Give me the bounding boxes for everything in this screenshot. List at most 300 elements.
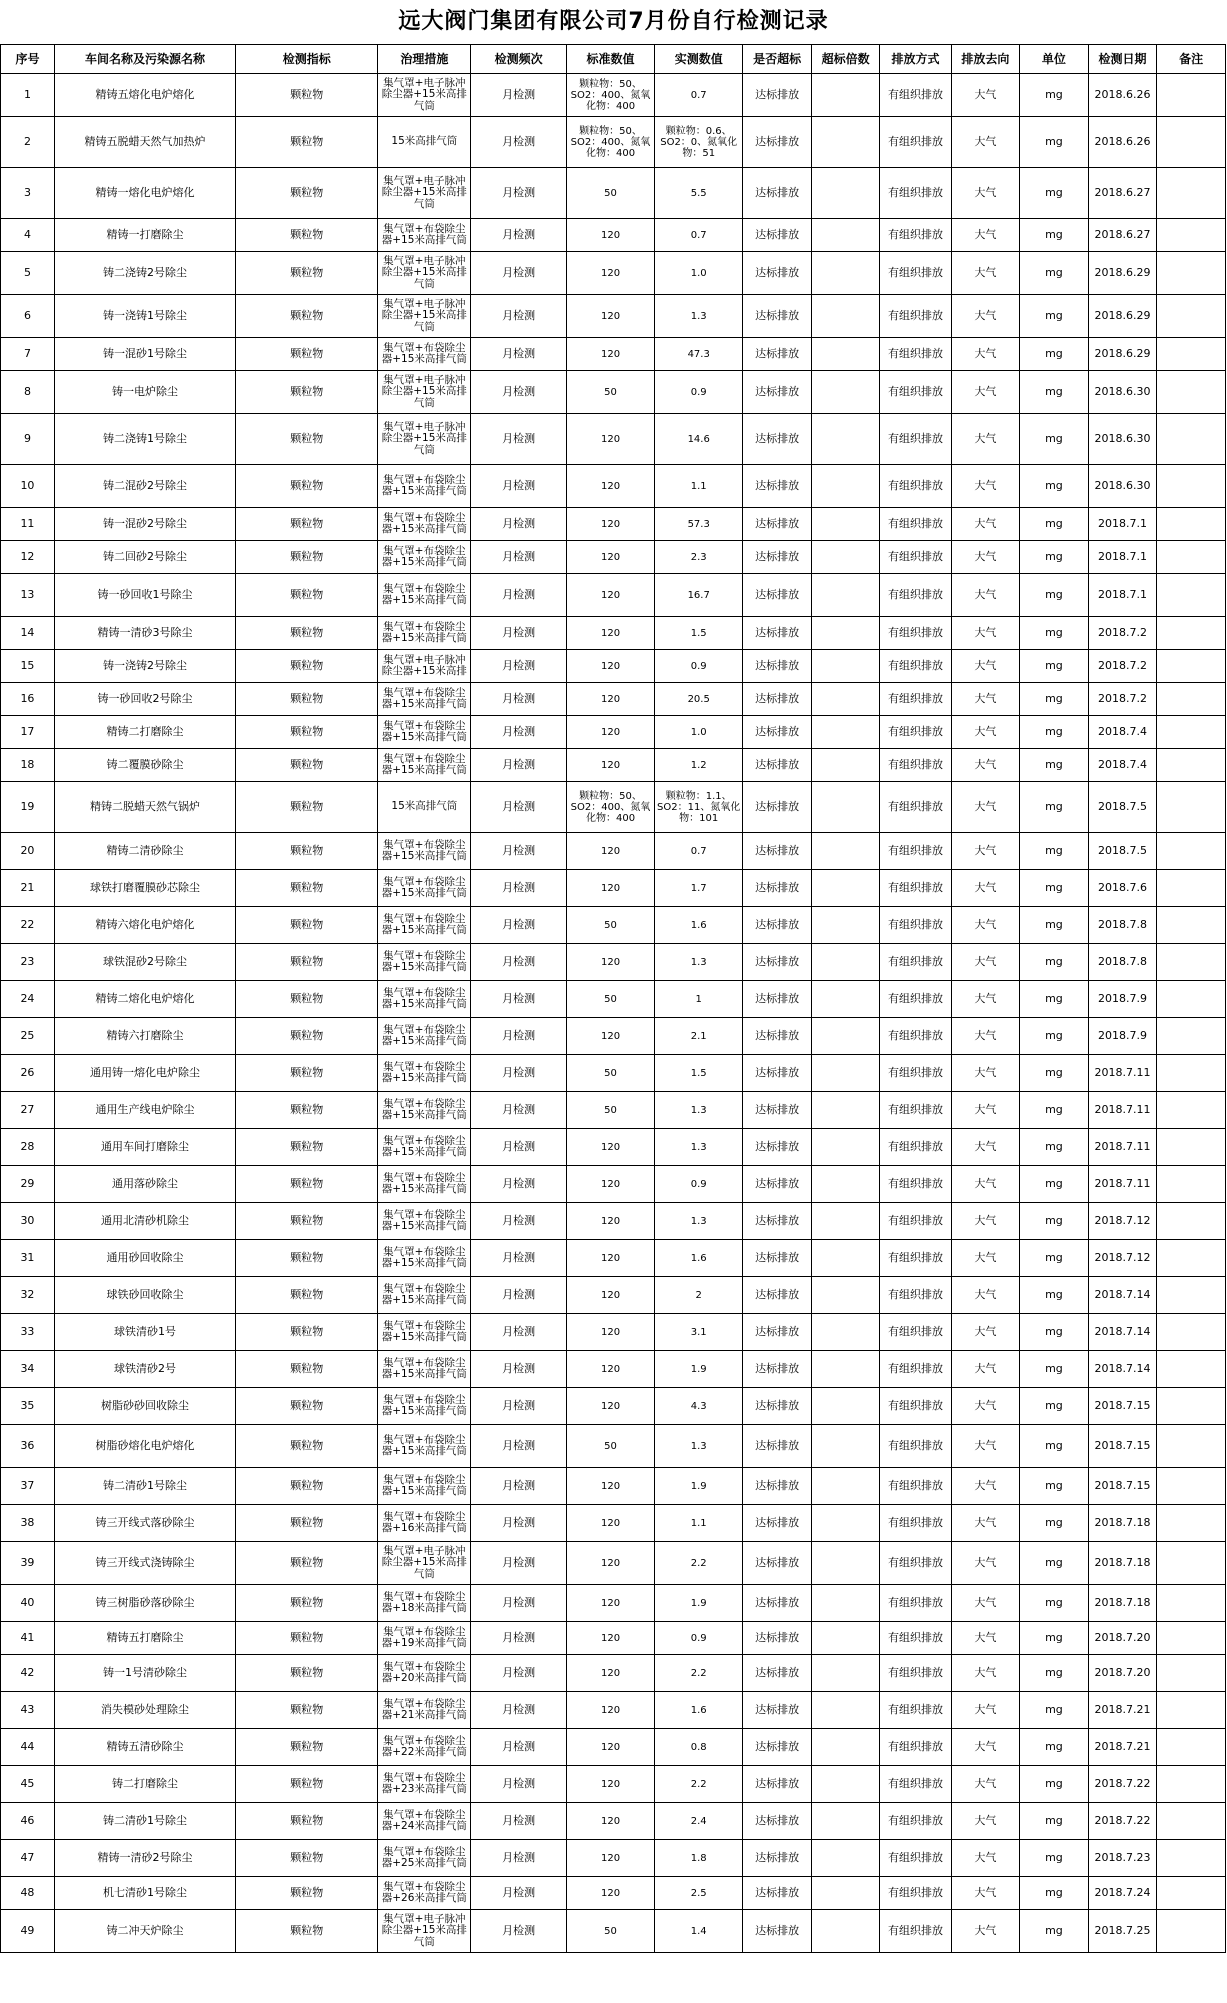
- unit-cell: mg: [1020, 1240, 1089, 1277]
- actual-value-cell: 2.1: [655, 1018, 743, 1055]
- remark-cell: [1157, 1692, 1226, 1729]
- source-name-cell: 球铁清砂1号: [54, 1314, 235, 1351]
- treatment-measure-cell: 集气罩+布袋除尘器+15米高排气筒: [378, 981, 471, 1018]
- exceed-times-cell: [811, 683, 880, 716]
- treatment-measure-cell: 集气罩+布袋除尘器+15米高排气筒: [378, 1468, 471, 1505]
- remark-cell: [1157, 833, 1226, 870]
- standard-value-cell: 120: [566, 617, 654, 650]
- inspection-date-cell: 2018.6.27: [1088, 168, 1157, 219]
- exceed-times-cell: [811, 252, 880, 295]
- frequency-cell: 月检测: [471, 74, 567, 117]
- indicator-cell: 颗粒物: [236, 683, 378, 716]
- treatment-measure-cell: 集气罩+布袋除尘器+15米高排气筒: [378, 716, 471, 749]
- inspection-date-cell: 2018.7.14: [1088, 1314, 1157, 1351]
- source-name-cell: 精铸五清砂除尘: [54, 1729, 235, 1766]
- actual-value-cell: 0.9: [655, 1166, 743, 1203]
- actual-value-cell: 2.2: [655, 1542, 743, 1585]
- exceed-status-cell: 达标排放: [743, 1692, 812, 1729]
- inspection-date-cell: 2018.6.26: [1088, 74, 1157, 117]
- frequency-cell: 月检测: [471, 371, 567, 414]
- unit-cell: mg: [1020, 1092, 1089, 1129]
- treatment-measure-cell: 集气罩+布袋除尘器+18米高排气筒: [378, 1585, 471, 1622]
- table-row: [1, 295, 1226, 338]
- emission-mode-cell: 有组织排放: [880, 338, 951, 371]
- exceed-times-cell: [811, 1351, 880, 1388]
- inspection-date-cell: 2018.7.18: [1088, 1585, 1157, 1622]
- frequency-cell: 月检测: [471, 1277, 567, 1314]
- exceed-status-cell: 达标排放: [743, 1877, 812, 1910]
- table-row: [1, 749, 1226, 782]
- emission-destination-cell: 大气: [951, 782, 1020, 833]
- treatment-measure-cell: 集气罩+布袋除尘器+15米高排气筒: [378, 1092, 471, 1129]
- remark-cell: [1157, 74, 1226, 117]
- exceed-times-cell: [811, 1542, 880, 1585]
- indicator-cell: 颗粒物: [236, 1166, 378, 1203]
- table-row: [1, 371, 1226, 414]
- treatment-measure-cell: 集气罩+布袋除尘器+15米高排气筒: [378, 465, 471, 508]
- exceed-status-cell: 达标排放: [743, 1840, 812, 1877]
- treatment-measure-cell: 集气罩+布袋除尘器+15米高排气筒: [378, 219, 471, 252]
- standard-value-cell: 120: [566, 1803, 654, 1840]
- emission-destination-cell: 大气: [951, 1840, 1020, 1877]
- remark-cell: [1157, 650, 1226, 683]
- exceed-status-cell: 达标排放: [743, 465, 812, 508]
- table-row: [1, 1351, 1226, 1388]
- row-number-cell: 39: [1, 1542, 55, 1585]
- emission-destination-cell: 大气: [951, 371, 1020, 414]
- treatment-measure-cell: 集气罩+布袋除尘器+15米高排气筒: [378, 1277, 471, 1314]
- emission-mode-cell: 有组织排放: [880, 1092, 951, 1129]
- exceed-times-cell: [811, 1314, 880, 1351]
- indicator-cell: 颗粒物: [236, 749, 378, 782]
- exceed-status-cell: 达标排放: [743, 1092, 812, 1129]
- exceed-status-cell: 达标排放: [743, 870, 812, 907]
- exceed-status-cell: 达标排放: [743, 907, 812, 944]
- source-name-cell: 精铸一熔化电炉熔化: [54, 168, 235, 219]
- exceed-times-cell: [811, 1910, 880, 1953]
- inspection-date-cell: 2018.7.22: [1088, 1803, 1157, 1840]
- remark-cell: [1157, 1910, 1226, 1953]
- exceed-times-cell: [811, 1803, 880, 1840]
- row-number-cell: 15: [1, 650, 55, 683]
- standard-value-cell: 120: [566, 1277, 654, 1314]
- table-row: [1, 168, 1226, 219]
- treatment-measure-cell: 集气罩+电子脉冲除尘器+15米高排气筒: [378, 295, 471, 338]
- actual-value-cell: 1.3: [655, 1203, 743, 1240]
- inspection-date-cell: 2018.7.9: [1088, 1018, 1157, 1055]
- exceed-times-cell: [811, 1585, 880, 1622]
- column-header-source: 车间名称及污染源名称: [54, 45, 235, 74]
- remark-cell: [1157, 338, 1226, 371]
- standard-value-cell: 120: [566, 1840, 654, 1877]
- exceed-times-cell: [811, 1166, 880, 1203]
- row-number-cell: 11: [1, 508, 55, 541]
- table-row: [1, 541, 1226, 574]
- standard-value-cell: 120: [566, 716, 654, 749]
- exceed-status-cell: 达标排放: [743, 1910, 812, 1953]
- remark-cell: [1157, 1314, 1226, 1351]
- emission-mode-cell: 有组织排放: [880, 465, 951, 508]
- row-number-cell: 10: [1, 465, 55, 508]
- treatment-measure-cell: 集气罩+布袋除尘器+20米高排气筒: [378, 1655, 471, 1692]
- indicator-cell: 颗粒物: [236, 465, 378, 508]
- table-row: [1, 1092, 1226, 1129]
- inspection-date-cell: 2018.7.2: [1088, 683, 1157, 716]
- source-name-cell: 精铸二打磨除尘: [54, 716, 235, 749]
- standard-value-cell: 50: [566, 168, 654, 219]
- indicator-cell: 颗粒物: [236, 1351, 378, 1388]
- inspection-date-cell: 2018.7.15: [1088, 1388, 1157, 1425]
- exceed-status-cell: 达标排放: [743, 295, 812, 338]
- actual-value-cell: 0.9: [655, 1622, 743, 1655]
- standard-value-cell: 120: [566, 1388, 654, 1425]
- exceed-status-cell: 达标排放: [743, 1240, 812, 1277]
- emission-destination-cell: 大气: [951, 1203, 1020, 1240]
- remark-cell: [1157, 574, 1226, 617]
- unit-cell: mg: [1020, 1351, 1089, 1388]
- frequency-cell: 月检测: [471, 1692, 567, 1729]
- actual-value-cell: 0.9: [655, 371, 743, 414]
- row-number-cell: 46: [1, 1803, 55, 1840]
- standard-value-cell: 120: [566, 870, 654, 907]
- emission-destination-cell: 大气: [951, 907, 1020, 944]
- emission-mode-cell: 有组织排放: [880, 1622, 951, 1655]
- source-name-cell: 精铸六熔化电炉熔化: [54, 907, 235, 944]
- table-row: [1, 1766, 1226, 1803]
- row-number-cell: 13: [1, 574, 55, 617]
- standard-value-cell: 120: [566, 1166, 654, 1203]
- inspection-date-cell: 2018.7.11: [1088, 1055, 1157, 1092]
- remark-cell: [1157, 508, 1226, 541]
- emission-mode-cell: 有组织排放: [880, 870, 951, 907]
- emission-mode-cell: 有组织排放: [880, 252, 951, 295]
- source-name-cell: 铸一浇铸2号除尘: [54, 650, 235, 683]
- table-row: [1, 574, 1226, 617]
- exceed-status-cell: 达标排放: [743, 371, 812, 414]
- standard-value-cell: 120: [566, 1766, 654, 1803]
- source-name-cell: 通用北清砂机除尘: [54, 1203, 235, 1240]
- source-name-cell: 通用铸一熔化电炉除尘: [54, 1055, 235, 1092]
- actual-value-cell: 1.6: [655, 907, 743, 944]
- source-name-cell: 铸一浇铸1号除尘: [54, 295, 235, 338]
- emission-destination-cell: 大气: [951, 749, 1020, 782]
- unit-cell: mg: [1020, 683, 1089, 716]
- table-row: [1, 117, 1226, 168]
- exceed-times-cell: [811, 1129, 880, 1166]
- emission-mode-cell: 有组织排放: [880, 1655, 951, 1692]
- frequency-cell: 月检测: [471, 683, 567, 716]
- indicator-cell: 颗粒物: [236, 1425, 378, 1468]
- indicator-cell: 颗粒物: [236, 944, 378, 981]
- table-row: [1, 1314, 1226, 1351]
- standard-value-cell: 120: [566, 1542, 654, 1585]
- source-name-cell: 铸一1号清砂除尘: [54, 1655, 235, 1692]
- actual-value-cell: 1.5: [655, 1055, 743, 1092]
- emission-destination-cell: 大气: [951, 1585, 1020, 1622]
- table-row: [1, 1803, 1226, 1840]
- inspection-table: [0, 44, 1226, 1953]
- unit-cell: mg: [1020, 1055, 1089, 1092]
- indicator-cell: 颗粒物: [236, 1240, 378, 1277]
- exceed-times-cell: [811, 541, 880, 574]
- row-number-cell: 21: [1, 870, 55, 907]
- frequency-cell: 月检测: [471, 1129, 567, 1166]
- actual-value-cell: 1.8: [655, 1840, 743, 1877]
- row-number-cell: 29: [1, 1166, 55, 1203]
- remark-cell: [1157, 683, 1226, 716]
- standard-value-cell: 120: [566, 465, 654, 508]
- emission-mode-cell: 有组织排放: [880, 219, 951, 252]
- row-number-cell: 45: [1, 1766, 55, 1803]
- remark-cell: [1157, 1585, 1226, 1622]
- emission-mode-cell: 有组织排放: [880, 508, 951, 541]
- frequency-cell: 月检测: [471, 1910, 567, 1953]
- indicator-cell: 颗粒物: [236, 617, 378, 650]
- standard-value-cell: 120: [566, 749, 654, 782]
- indicator-cell: 颗粒物: [236, 508, 378, 541]
- inspection-date-cell: 2018.6.27: [1088, 219, 1157, 252]
- exceed-status-cell: 达标排放: [743, 1129, 812, 1166]
- treatment-measure-cell: 集气罩+布袋除尘器+15米高排气筒: [378, 1203, 471, 1240]
- source-name-cell: 球铁打磨覆膜砂芯除尘: [54, 870, 235, 907]
- indicator-cell: 颗粒物: [236, 1129, 378, 1166]
- unit-cell: mg: [1020, 1622, 1089, 1655]
- source-name-cell: 精铸二熔化电炉熔化: [54, 981, 235, 1018]
- unit-cell: mg: [1020, 870, 1089, 907]
- indicator-cell: 颗粒物: [236, 1055, 378, 1092]
- treatment-measure-cell: 集气罩+布袋除尘器+15米高排气筒: [378, 574, 471, 617]
- source-name-cell: 铸一混砂1号除尘: [54, 338, 235, 371]
- treatment-measure-cell: 集气罩+布袋除尘器+15米高排气筒: [378, 683, 471, 716]
- unit-cell: mg: [1020, 219, 1089, 252]
- treatment-measure-cell: 集气罩+布袋除尘器+15米高排气筒: [378, 1240, 471, 1277]
- standard-value-cell: 120: [566, 1203, 654, 1240]
- frequency-cell: 月检测: [471, 617, 567, 650]
- row-number-cell: 5: [1, 252, 55, 295]
- inspection-date-cell: 2018.7.20: [1088, 1655, 1157, 1692]
- standard-value-cell: 120: [566, 1692, 654, 1729]
- exceed-status-cell: 达标排放: [743, 1468, 812, 1505]
- treatment-measure-cell: 集气罩+布袋除尘器+15米高排气筒: [378, 1018, 471, 1055]
- exceed-times-cell: [811, 574, 880, 617]
- emission-destination-cell: 大气: [951, 168, 1020, 219]
- exceed-times-cell: [811, 1877, 880, 1910]
- indicator-cell: 颗粒物: [236, 219, 378, 252]
- emission-mode-cell: 有组织排放: [880, 1240, 951, 1277]
- table-row: [1, 1692, 1226, 1729]
- treatment-measure-cell: 集气罩+布袋除尘器+15米高排气筒: [378, 1388, 471, 1425]
- indicator-cell: 颗粒物: [236, 295, 378, 338]
- emission-mode-cell: 有组织排放: [880, 1166, 951, 1203]
- emission-destination-cell: 大气: [951, 1092, 1020, 1129]
- row-number-cell: 26: [1, 1055, 55, 1092]
- remark-cell: [1157, 749, 1226, 782]
- frequency-cell: 月检测: [471, 252, 567, 295]
- row-number-cell: 48: [1, 1877, 55, 1910]
- remark-cell: [1157, 1018, 1226, 1055]
- exceed-times-cell: [811, 944, 880, 981]
- row-number-cell: 32: [1, 1277, 55, 1314]
- exceed-times-cell: [811, 338, 880, 371]
- inspection-date-cell: 2018.6.30: [1088, 414, 1157, 465]
- source-name-cell: 铸一电炉除尘: [54, 371, 235, 414]
- emission-mode-cell: 有组织排放: [880, 1388, 951, 1425]
- indicator-cell: 颗粒物: [236, 650, 378, 683]
- standard-value-cell: 50: [566, 1092, 654, 1129]
- column-header-remark: 备注: [1157, 45, 1226, 74]
- remark-cell: [1157, 1729, 1226, 1766]
- indicator-cell: 颗粒物: [236, 981, 378, 1018]
- unit-cell: mg: [1020, 74, 1089, 117]
- inspection-date-cell: 2018.7.2: [1088, 650, 1157, 683]
- emission-destination-cell: 大气: [951, 683, 1020, 716]
- exceed-status-cell: 达标排放: [743, 574, 812, 617]
- frequency-cell: 月检测: [471, 1585, 567, 1622]
- remark-cell: [1157, 1277, 1226, 1314]
- exceed-status-cell: 达标排放: [743, 981, 812, 1018]
- emission-mode-cell: 有组织排放: [880, 1203, 951, 1240]
- frequency-cell: 月检测: [471, 117, 567, 168]
- table-row: [1, 1388, 1226, 1425]
- emission-mode-cell: 有组织排放: [880, 574, 951, 617]
- exceed-status-cell: 达标排放: [743, 1314, 812, 1351]
- actual-value-cell: 1.3: [655, 944, 743, 981]
- remark-cell: [1157, 1203, 1226, 1240]
- indicator-cell: 颗粒物: [236, 1388, 378, 1425]
- remark-cell: [1157, 1092, 1226, 1129]
- frequency-cell: 月检测: [471, 944, 567, 981]
- row-number-cell: 20: [1, 833, 55, 870]
- actual-value-cell: 颗粒物：1.1、SO2：11、氮氧化物：101: [655, 782, 743, 833]
- frequency-cell: 月检测: [471, 508, 567, 541]
- actual-value-cell: 2.5: [655, 1877, 743, 1910]
- exceed-times-cell: [811, 371, 880, 414]
- standard-value-cell: 120: [566, 252, 654, 295]
- remark-cell: [1157, 1877, 1226, 1910]
- actual-value-cell: 0.7: [655, 219, 743, 252]
- treatment-measure-cell: 集气罩+布袋除尘器+15米高排气筒: [378, 833, 471, 870]
- inspection-date-cell: 2018.6.29: [1088, 295, 1157, 338]
- row-number-cell: 24: [1, 981, 55, 1018]
- unit-cell: mg: [1020, 1129, 1089, 1166]
- emission-mode-cell: 有组织排放: [880, 907, 951, 944]
- emission-destination-cell: 大气: [951, 295, 1020, 338]
- source-name-cell: 铸一混砂2号除尘: [54, 508, 235, 541]
- standard-value-cell: 120: [566, 1314, 654, 1351]
- frequency-cell: 月检测: [471, 1622, 567, 1655]
- treatment-measure-cell: 集气罩+布袋除尘器+15米高排气筒: [378, 1314, 471, 1351]
- unit-cell: mg: [1020, 1840, 1089, 1877]
- standard-value-cell: 颗粒物：50、SO2：400、氮氧化物：400: [566, 782, 654, 833]
- emission-destination-cell: 大气: [951, 414, 1020, 465]
- emission-destination-cell: 大气: [951, 252, 1020, 295]
- exceed-times-cell: [811, 1203, 880, 1240]
- indicator-cell: 颗粒物: [236, 1018, 378, 1055]
- frequency-cell: 月检测: [471, 1203, 567, 1240]
- row-number-cell: 49: [1, 1910, 55, 1953]
- standard-value-cell: 120: [566, 1585, 654, 1622]
- unit-cell: mg: [1020, 1910, 1089, 1953]
- indicator-cell: 颗粒物: [236, 1766, 378, 1803]
- inspection-date-cell: 2018.6.29: [1088, 338, 1157, 371]
- source-name-cell: 精铸六打磨除尘: [54, 1018, 235, 1055]
- column-header-standard: 标准数值: [566, 45, 654, 74]
- emission-mode-cell: 有组织排放: [880, 782, 951, 833]
- remark-cell: [1157, 371, 1226, 414]
- row-number-cell: 40: [1, 1585, 55, 1622]
- remark-cell: [1157, 1388, 1226, 1425]
- actual-value-cell: 5.5: [655, 168, 743, 219]
- emission-destination-cell: 大气: [951, 1877, 1020, 1910]
- frequency-cell: 月检测: [471, 338, 567, 371]
- standard-value-cell: 50: [566, 1055, 654, 1092]
- table-row: [1, 1655, 1226, 1692]
- indicator-cell: 颗粒物: [236, 371, 378, 414]
- actual-value-cell: 1.3: [655, 295, 743, 338]
- frequency-cell: 月检测: [471, 219, 567, 252]
- standard-value-cell: 120: [566, 295, 654, 338]
- frequency-cell: 月检测: [471, 1803, 567, 1840]
- exceed-times-cell: [811, 1055, 880, 1092]
- source-name-cell: 球铁混砂2号除尘: [54, 944, 235, 981]
- remark-cell: [1157, 1351, 1226, 1388]
- standard-value-cell: 120: [566, 944, 654, 981]
- treatment-measure-cell: 集气罩+布袋除尘器+15米高排气筒: [378, 944, 471, 981]
- source-name-cell: 球铁清砂2号: [54, 1351, 235, 1388]
- inspection-date-cell: 2018.7.14: [1088, 1351, 1157, 1388]
- inspection-date-cell: 2018.7.22: [1088, 1766, 1157, 1803]
- actual-value-cell: 颗粒物：0.6、SO2：0、氮氧化物：51: [655, 117, 743, 168]
- column-header-no: 序号: [1, 45, 55, 74]
- indicator-cell: 颗粒物: [236, 907, 378, 944]
- source-name-cell: 铸二回砂2号除尘: [54, 541, 235, 574]
- inspection-date-cell: 2018.7.20: [1088, 1622, 1157, 1655]
- exceed-status-cell: 达标排放: [743, 338, 812, 371]
- frequency-cell: 月检测: [471, 295, 567, 338]
- emission-destination-cell: 大气: [951, 944, 1020, 981]
- emission-destination-cell: 大气: [951, 1314, 1020, 1351]
- treatment-measure-cell: 集气罩+电子脉冲除尘器+15米高排气筒: [378, 1910, 471, 1953]
- indicator-cell: 颗粒物: [236, 1542, 378, 1585]
- source-name-cell: 铸三开线式浇铸除尘: [54, 1542, 235, 1585]
- actual-value-cell: 0.9: [655, 650, 743, 683]
- unit-cell: mg: [1020, 617, 1089, 650]
- table-row: [1, 414, 1226, 465]
- inspection-date-cell: 2018.7.12: [1088, 1240, 1157, 1277]
- exceed-status-cell: 达标排放: [743, 1766, 812, 1803]
- table-row: [1, 1505, 1226, 1542]
- actual-value-cell: 1.6: [655, 1240, 743, 1277]
- table-row: [1, 1425, 1226, 1468]
- treatment-measure-cell: 集气罩+布袋除尘器+24米高排气筒: [378, 1803, 471, 1840]
- unit-cell: mg: [1020, 907, 1089, 944]
- row-number-cell: 27: [1, 1092, 55, 1129]
- row-number-cell: 16: [1, 683, 55, 716]
- source-name-cell: 精铸五脱蜡天然气加热炉: [54, 117, 235, 168]
- treatment-measure-cell: 集气罩+布袋除尘器+26米高排气筒: [378, 1877, 471, 1910]
- standard-value-cell: 120: [566, 1468, 654, 1505]
- emission-destination-cell: 大气: [951, 1129, 1020, 1166]
- frequency-cell: 月检测: [471, 1729, 567, 1766]
- inspection-date-cell: 2018.7.25: [1088, 1910, 1157, 1953]
- emission-mode-cell: 有组织排放: [880, 1425, 951, 1468]
- emission-destination-cell: 大气: [951, 1388, 1020, 1425]
- column-header-actual: 实测数值: [655, 45, 743, 74]
- exceed-status-cell: 达标排放: [743, 1166, 812, 1203]
- emission-destination-cell: 大气: [951, 508, 1020, 541]
- exceed-status-cell: 达标排放: [743, 508, 812, 541]
- frequency-cell: 月检测: [471, 749, 567, 782]
